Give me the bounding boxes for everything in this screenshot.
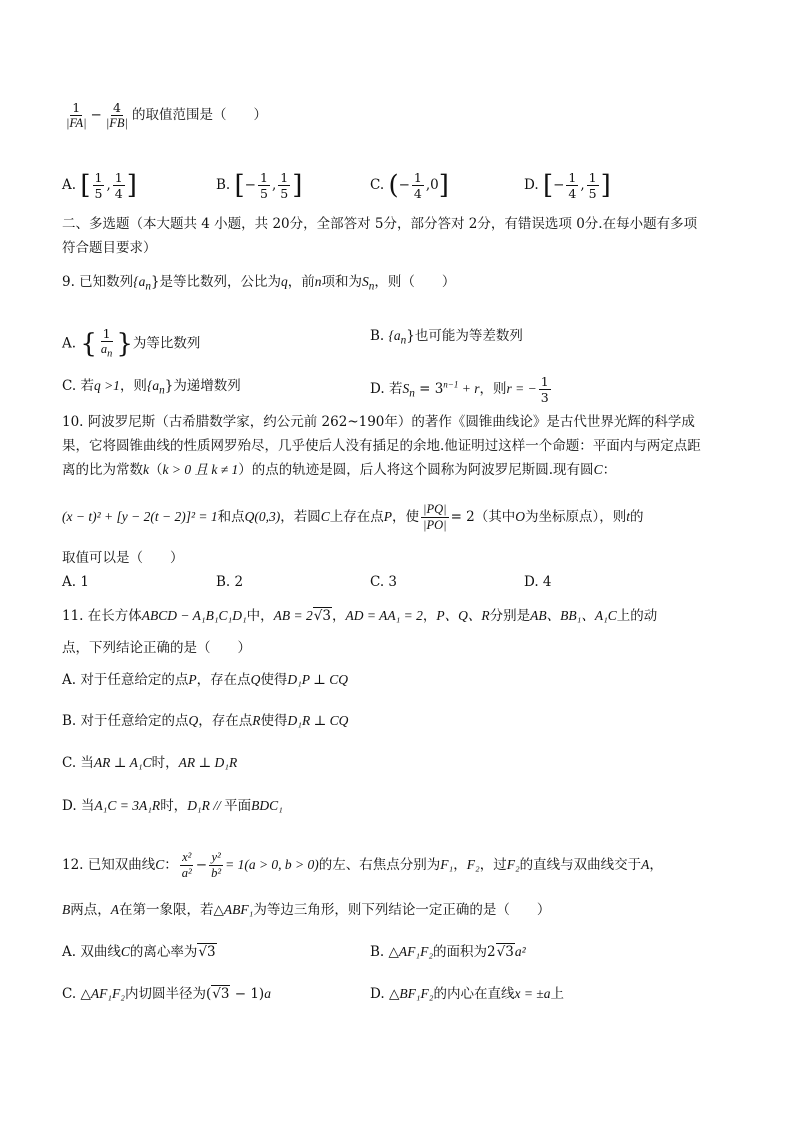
q11-stem-cont: 点，下列结论正确的是（ ） [62, 640, 251, 656]
q10-line-3: 离的比为常数k（k > 0 且 k ≠ 1）的点的轨迹是圆，后人将这个圆称为阿波罗尼斯圆.现有圆C： [62, 462, 617, 478]
q8-option-b: B. [− $\frac{1}{5}$ , $\frac{1}{5}$ ] [216, 170, 303, 201]
q9-option-a: A. { $\frac{1}{a_n}$ }为等比数列 [62, 326, 201, 360]
q12-stem: 12. 已知双曲线C： $\frac{\text{x²}}{\text{a²}}$ − $\frac{\text{y²}}{\text{b²}}$ = 1(a > 0, b > 0)的左、右焦点分别为F₁，F₂，过F₂的直线与双曲线交于A， [62, 850, 663, 880]
q12-option-b: B. △AF₁F₂的面积为2√3a² [370, 944, 526, 960]
q10-option-d: D. 4 [524, 574, 552, 590]
q10-equation-line: (x − t)² + [y − 2(t − 2)]² = 1和点Q(0,3)，若圆C上存在点P，使 $\frac{|PQ|}{|PO|}$ = 2（其中O为坐标原点），则t的 [62, 502, 644, 532]
q8-option-c: C. (− $\frac{1}{4}$ ,0] [370, 170, 449, 201]
q12-option-c: C. △AF₁F₂内切圆半径为(√3 − 1)a [62, 986, 271, 1002]
q12-option-a: A. 双曲线C的离心率为√3 [62, 944, 216, 960]
q8-option-d: D. [− $\frac{1}{4}$ , $\frac{1}{5}$ ] [524, 170, 611, 201]
q11-option-d: D. 当A₁C = 3A₁R时，D₁R // 平面BDC₁ [62, 798, 283, 814]
q9-stem: 9. 已知数列$\{a_n\}$是等比数列，公比为q，前n项和为$S_n$，则（ ） [62, 274, 456, 293]
q11-option-c: C. 当AR ⊥ A₁C时，AR ⊥ D₁R [62, 755, 238, 771]
q12-stem-cont: B两点，A在第一象限，若△ABF₁为等边三角形，则下列结论一定正确的是（ ） [62, 902, 551, 918]
q9-option-c: C. 若q >1，则$\{a_n\}$为递增数列 [62, 378, 241, 397]
q10-line-2: 果，它将圆锥曲线的性质网罗殆尽，几乎使后人没有插足的余地.他证明过这样一个命题：平面内与两定点距 [62, 438, 701, 454]
fraction: $\frac{1}{|FA|}$ [66, 100, 87, 130]
q9-option-d: D. 若$S_n = 3^{n-1} + r$，则r = − $\frac{1}{3}$ [370, 374, 549, 405]
q10-line-1: 10. 阿波罗尼斯（古希腊数学家，约公元前 262~190年）的著作《圆锥曲线论》是古代世界光辉的科学成 [62, 414, 695, 430]
q11-option-b: B. 对于任意给定的点Q，存在点R使得D₁R ⊥ CQ [62, 713, 349, 729]
section-heading: 二、多选题（本大题共 4 小题，共 20分，全部答对 5分，部分答对 2分，有错误选项 0分.在每小题有多项 [62, 216, 698, 232]
q11-option-a: A. 对于任意给定的点P，存在点Q使得D₁P ⊥ CQ [62, 672, 348, 688]
q10-line-5: 取值可以是（ ） [62, 550, 184, 566]
q12-option-d: D. △BF₁F₂的内心在直线x = ±a上 [370, 986, 564, 1002]
q10-option-a: A. 1 [62, 574, 89, 590]
q10-option-c: C. 3 [370, 574, 398, 590]
q10-option-b: B. 2 [216, 574, 244, 590]
fraction: $\frac{4}{|FB|}$ [105, 100, 129, 130]
section-heading-cont: 符合题目要求） [62, 240, 157, 256]
q8-stem: $\frac{1}{|FA|}$ − $\frac{4}{|FB|}$ 的取值范围是（ ） [66, 100, 268, 130]
q11-stem: 11. 在长方体ABCD − A₁B₁C₁D₁中，AB = 2√3，AD = AA₁ = 2，P、Q、R分别是AB、BB₁、A₁C上的动 [62, 608, 658, 624]
q9-option-b: B. $\{a_n\}$也可能为等差数列 [370, 328, 523, 347]
q8-option-a: A. [ $\frac{1}{5}$ , $\frac{1}{4}$ ] [62, 170, 137, 201]
